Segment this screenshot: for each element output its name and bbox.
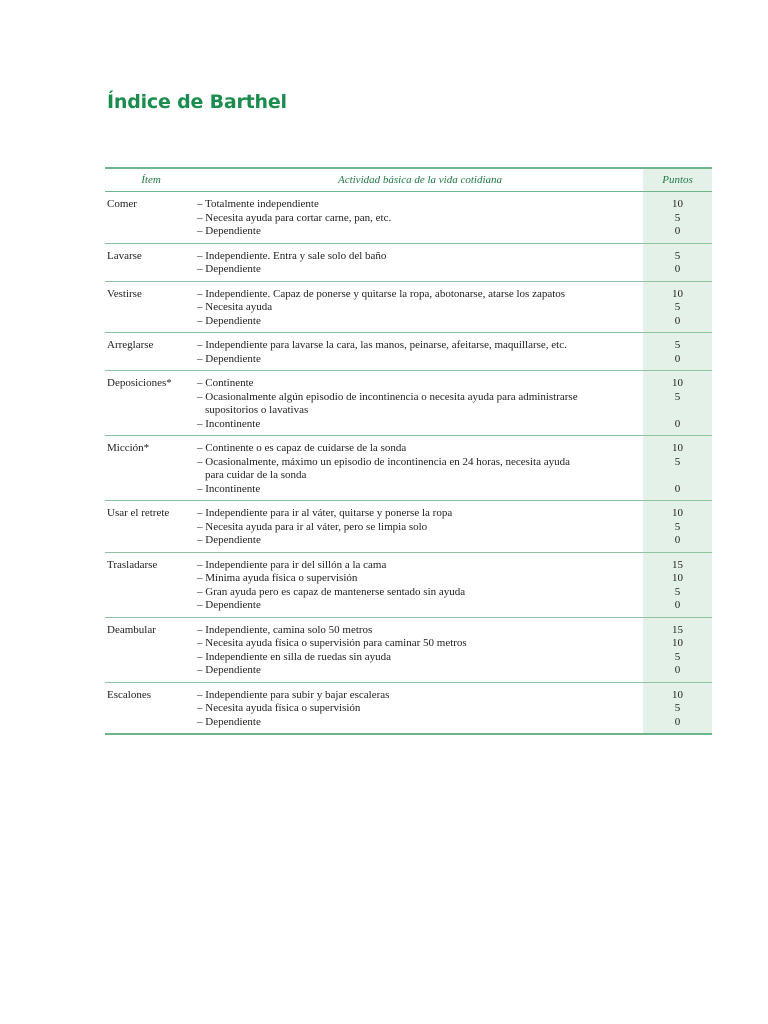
- points-value: 5: [674, 702, 681, 714]
- points-value: 0: [674, 664, 681, 676]
- activity-line: – Necesita ayuda para cortar carne, pan, etc.: [197, 211, 392, 224]
- page-title: Índice de Barthel: [107, 91, 287, 113]
- points-cell: [643, 333, 712, 371]
- points-value: 10: [672, 688, 683, 701]
- points-value: 0: [674, 352, 681, 365]
- activity-cell: [197, 552, 643, 617]
- activity-cell: [197, 617, 643, 682]
- points-value: 0: [674, 314, 681, 327]
- activity-line: – Dependiente: [197, 715, 261, 728]
- points-value: 10: [672, 198, 683, 210]
- activity-line: – Independiente, camina solo 50 metros: [197, 623, 373, 636]
- activity-cell: [197, 501, 643, 553]
- table-row: [105, 682, 712, 734]
- item-cell: Escalones: [107, 688, 151, 701]
- activity-line: – Independiente para ir al váter, quitarse y ponerse la ropa: [197, 507, 453, 519]
- points-value: [643, 404, 712, 418]
- activity-line: – Continente: [197, 377, 254, 389]
- item-cell: Arreglarse: [105, 333, 197, 371]
- activity-line: – Independiente para ir del sillón a la cama: [197, 558, 387, 571]
- activity-line: – Dependiente: [197, 263, 261, 275]
- item-cell: Trasladarse: [105, 552, 197, 617]
- activity-line: – Necesita ayuda física o supervisión: [197, 702, 361, 714]
- points-cell: [643, 552, 712, 617]
- activity-line: – Independiente para subir y bajar escaleras: [197, 688, 390, 701]
- activity-line: – Independiente. Entra y sale solo del baño: [197, 249, 387, 262]
- activity-cell: [197, 192, 643, 244]
- table-row: [105, 501, 712, 553]
- points-cell: [643, 243, 712, 281]
- points-value: 15: [672, 558, 683, 571]
- points-value: 5: [674, 455, 681, 468]
- points-value: 5: [674, 585, 681, 598]
- points-value: 10: [672, 287, 683, 300]
- activity-line: – Dependiente: [197, 534, 261, 546]
- activity-line: – Independiente en silla de ruedas sin ayuda: [197, 650, 391, 663]
- item-cell: Usar el retrete: [105, 501, 197, 553]
- table-row: [105, 436, 712, 501]
- activity-line: – Incontinente: [197, 482, 261, 495]
- points-value: 0: [674, 534, 681, 546]
- table-row: [105, 552, 712, 617]
- points-value: 5: [674, 520, 681, 533]
- barthel-index-table: [105, 167, 712, 735]
- item-cell: Comer: [105, 192, 197, 244]
- item-cell: Deposiciones*: [105, 371, 197, 436]
- activity-cell: [197, 281, 643, 333]
- activity-line: – Independiente para lavarse la cara, las manos, peinarse, afeitarse, maquillarse, etc.: [197, 339, 567, 351]
- points-value: 0: [674, 417, 681, 430]
- points-value: 10: [672, 442, 683, 454]
- points-value: 5: [674, 249, 681, 262]
- activity-line: – Ocasionalmente algún episodio de incontinencia o necesita ayuda para administrarse: [197, 390, 578, 403]
- points-cell: [643, 501, 712, 553]
- points-value: 10: [672, 572, 683, 584]
- table-row: [105, 371, 712, 436]
- points-value: [643, 469, 712, 483]
- table-row: [105, 617, 712, 682]
- points-value: 5: [674, 390, 681, 403]
- points-value: 5: [674, 339, 681, 351]
- activity-cell: [197, 436, 643, 501]
- table-row: [105, 192, 712, 244]
- activity-line: para cuidar de la sonda: [205, 469, 307, 481]
- points-cell: [643, 682, 712, 734]
- item-cell: Lavarse: [105, 243, 197, 281]
- activity-line: – Dependiente: [197, 664, 261, 676]
- activity-line: – Dependiente: [197, 599, 261, 611]
- activity-cell: [197, 333, 643, 371]
- activity-cell: [197, 243, 643, 281]
- points-cell: [643, 617, 712, 682]
- points-cell: [643, 192, 712, 244]
- points-cell: [643, 371, 712, 436]
- header-points: Puntos: [643, 168, 712, 192]
- activity-line: – Independiente. Capaz de ponerse y quitarse la ropa, abotonarse, atarse los zapatos: [197, 287, 566, 300]
- points-value: 0: [674, 225, 681, 237]
- activity-cell: [197, 371, 643, 436]
- points-value: 10: [672, 637, 683, 649]
- table-row: [105, 333, 712, 371]
- table-header-row: [105, 168, 712, 192]
- points-value: 0: [674, 263, 681, 275]
- points-value: 10: [672, 507, 683, 519]
- points-value: 5: [674, 301, 681, 313]
- item-cell: Micción*: [105, 436, 197, 501]
- activity-line: – Mínima ayuda física o supervisión: [197, 572, 358, 584]
- points-value: 15: [672, 623, 683, 636]
- activity-line: – Necesita ayuda: [197, 301, 273, 313]
- table-row: [105, 281, 712, 333]
- activity-line: – Dependiente: [197, 225, 261, 237]
- table-body: [105, 192, 712, 735]
- points-value: 0: [674, 715, 681, 728]
- points-value: 5: [674, 211, 681, 224]
- points-value: 0: [674, 599, 681, 611]
- activity-line: – Totalmente independiente: [197, 198, 319, 210]
- points-cell: [643, 281, 712, 333]
- activity-line: – Dependiente: [197, 352, 261, 365]
- item-cell: Deambular: [105, 617, 197, 682]
- header-activity: Actividad básica de la vida cotidiana: [197, 168, 643, 192]
- activity-line: – Incontinente: [197, 417, 261, 430]
- activity-line: – Gran ayuda pero es capaz de mantenerse sentado sin ayuda: [197, 585, 466, 598]
- points-value: 5: [674, 650, 681, 663]
- activity-line: – Necesita ayuda física o supervisión para caminar 50 metros: [197, 637, 467, 649]
- activity-line: – Necesita ayuda para ir al váter, pero se limpia solo: [197, 520, 428, 533]
- activity-cell: [197, 682, 643, 734]
- points-cell: [643, 436, 712, 501]
- table-row: [105, 243, 712, 281]
- activity-line: – Continente o es capaz de cuidarse de la sonda: [197, 442, 407, 454]
- points-value: 0: [674, 482, 681, 495]
- activity-line: supositorios o lavativas: [205, 404, 309, 416]
- points-value: 10: [672, 377, 683, 389]
- item-cell: Vestirse: [105, 281, 197, 333]
- header-item: Ítem: [105, 168, 197, 192]
- activity-line: – Ocasionalmente, máximo un episodio de incontinencia en 24 horas, necesita ayuda: [197, 455, 570, 468]
- activity-line: – Dependiente: [197, 314, 261, 327]
